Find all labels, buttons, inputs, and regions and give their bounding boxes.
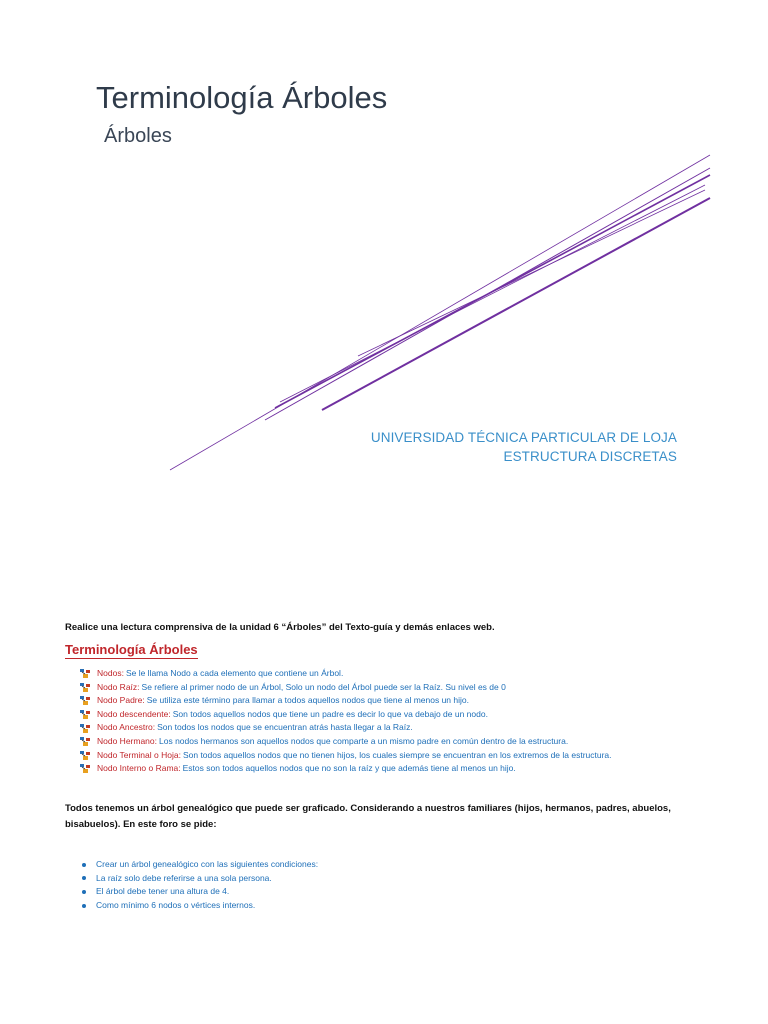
task-list [82,858,318,912]
list-item [82,885,318,899]
list-item [82,858,318,872]
bullet-dot-icon [82,890,86,894]
term-definition: Se le llama Nodo a cada elemento que contiene un Árbol. [125,668,344,678]
task-text: El árbol debe tener una altura de 4. [96,886,230,897]
tree-hierarchy-icon [80,724,91,733]
list-item [80,667,612,681]
term-name: Nodo Terminal o Hoja: [97,749,181,760]
list-item [82,872,318,886]
tree-hierarchy-icon [80,710,91,719]
university-name: UNIVERSIDAD TÉCNICA PARTICULAR DE LOJA [370,430,677,445]
bullet-dot-icon [82,876,86,880]
cover-title: Terminología Árboles [96,80,388,115]
list-item [80,721,612,735]
term-name: Nodo Padre: [97,695,145,706]
cover-institution [371,428,677,466]
cover-subtitle: Árboles [104,125,172,147]
tree-hierarchy-icon [80,683,91,692]
term-definition: Se utiliza este término para llamar a todos aquellos nodos que tiene al menos un hijo. [146,695,469,706]
term-definition: Los nodos hermanos son aquellos nodos que comparte a un mismo padre en común dentro de la estructura. [159,735,569,746]
section-heading: Terminología Árboles [65,642,198,657]
tree-hierarchy-icon [80,764,91,773]
task-text: Como mínimo 6 nodos o vértices internos. [96,899,256,910]
term-definition: Se refiere al primer nodo de un Árbol, Solo un nodo del Árbol puede ser la Raíz. Su nivel es de 0 [141,681,506,692]
task-text: Crear un árbol genealógico con las siguientes condiciones: [96,859,319,869]
term-definition: Estos son todos aquellos nodos que no son la raíz y que además tiene al menos un hijo. [182,763,516,774]
list-item [80,735,612,749]
term-name: Nodo descendente: [97,708,171,719]
term-name: Nodo Hermano: [97,735,158,746]
term-name: Nodo Interno o Rama: [97,763,181,774]
term-name: Nodo Raíz: [97,681,140,692]
tree-hierarchy-icon [80,751,91,760]
course-name: ESTRUCTURA DISCRETAS [503,449,677,464]
list-item [80,694,612,708]
term-name: Nodo Ancestro: [97,722,156,733]
list-item [80,681,612,695]
bullet-dot-icon [82,863,86,867]
term-definition: Son todos los nodos que se encuentran atrás hasta llegar a la Raíz. [157,722,413,733]
tree-hierarchy-icon [80,696,91,705]
term-name: Nodos: [97,668,124,678]
term-definition: Son todos aquellos nodos que no tienen hijos, los cuales siempre se encuentran en los extremos de la estructura. [182,749,612,760]
forum-prompt-paragraph: Todos tenemos un árbol genealógico que puede ser graficado. Considerando a nuestros familiares (hijos, hermanos, padres, abuelos, bisabuelos). En este foro se pide: [65,803,671,830]
list-item [80,708,612,722]
term-definition: Son todos aquellos nodos que tiene un padre es decir lo que va debajo de un nodo. [172,708,488,719]
terminology-list [80,667,612,776]
tree-hierarchy-icon [80,737,91,746]
list-item [82,899,318,913]
tree-hierarchy-icon [80,669,91,678]
bullet-dot-icon [82,904,86,908]
list-item [80,749,612,763]
task-text: La raíz solo debe referirse a una sola persona. [96,872,272,883]
list-item [80,762,612,776]
instruction-text: Realice una lectura comprensiva de la unidad 6 “Árboles” del Texto-guía y demás enlaces web. [65,622,495,633]
